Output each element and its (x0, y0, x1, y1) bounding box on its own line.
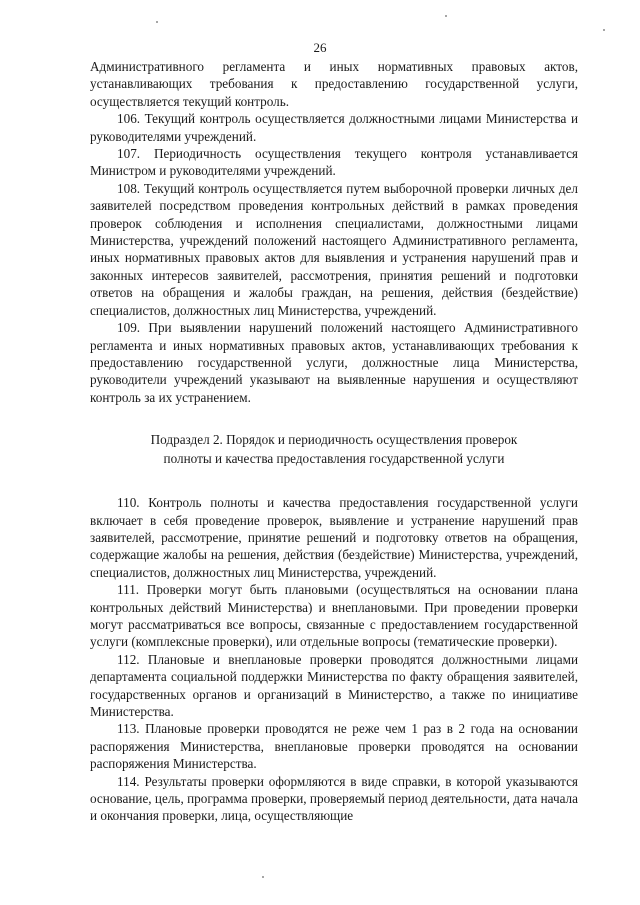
paragraph-110: 110. Контроль полноты и качества предоставления государственной услуги включает в себя проведение проверок, выявление и устранение нарушений прав заявителей, рассмотрение, принятие решений и подготовку ответов на обращения, содержащие жалобы на решения, действия (бездействие) Министерства, учреждений, специалистов, должностных лиц Министерства, учреждений. (90, 495, 578, 580)
scan-speck (262, 876, 264, 878)
scan-speck (445, 15, 447, 17)
paragraph-109: 109. При выявлении нарушений положений настоящего Административного регламента и иных нормативных правовых актов, устанавливающих требования к предоставлению государственной услуги, должностные лица Министерства, руководители учреждений указывают на выявленные нарушения и осуществляют контроль за их устранением. (90, 320, 578, 405)
paragraph-113: 113. Плановые проверки проводятся не реже чем 1 раз в 2 года на основании распоряжения Министерства, внеплановые проверки проводятся на основании распоряжения Министерства. (90, 721, 578, 772)
paragraph-continuation: Административного регламента и иных нормативных правовых актов, устанавливающих требования к предоставлению государственной услуги, осуществляется текущий контроль. (90, 59, 578, 109)
paragraph-107: 107. Периодичность осуществления текущего контроля устанавливается Министром и руководителями учреждений. (90, 146, 578, 179)
document-body (90, 58, 578, 825)
paragraph-112: 112. Плановые и внеплановые проверки проводятся должностными лицами департамента социальной поддержки Министерства по факту обращения заявителей, государственных органов и организаций в Министерство, а также по инициативе Министерства. (90, 651, 578, 719)
paragraph-111: 111. Проверки могут быть плановыми (осуществляться на основании плана контрольных действий Министерства) и внеплановыми. При проведении проверки могут рассматриваться все вопросы, связанные с предоставлением государственной услуги (комплексные проверки), или отдельные вопросы (тематические проверки). (90, 582, 578, 650)
page-number: 26 (313, 40, 327, 55)
scan-speck (156, 21, 158, 23)
paragraph-114: 114. Результаты проверки оформляются в виде справки, в которой указываются основание, цель, программа проверки, проверяемый период деятельности, дата начала и окончания проверки, лица, осуществляющие (90, 773, 578, 824)
subsection-heading (90, 430, 578, 468)
scan-speck (603, 29, 605, 31)
paragraph-106: 106. Текущий контроль осуществляется должностными лицами Министерства и руководителями учреждений. (90, 111, 578, 144)
subsection-heading-line-1: Подраздел 2. Порядок и периодичность осуществления проверок (150, 432, 518, 448)
subsection-heading-line-2: полноты и качества предоставления государственной услуги (163, 451, 505, 467)
paragraph-108: 108. Текущий контроль осуществляется путем выборочной проверки личных дел заявителей посредством проведения контрольных действий в рамках проведения проверок соблюдения и исполнения специалистами, должностными лицами Министерства, учреждений положений настоящего Административного регламента, иных нормативных правовых актов для выявления и устранения нарушений прав и законных интересов заявителей, рассмотрения, принятия решений и подготовки ответов на обращения и жалобы граждан, на решения, действия (бездействие) специалистов, должностных лиц Министерства, учреждений. (90, 180, 578, 318)
